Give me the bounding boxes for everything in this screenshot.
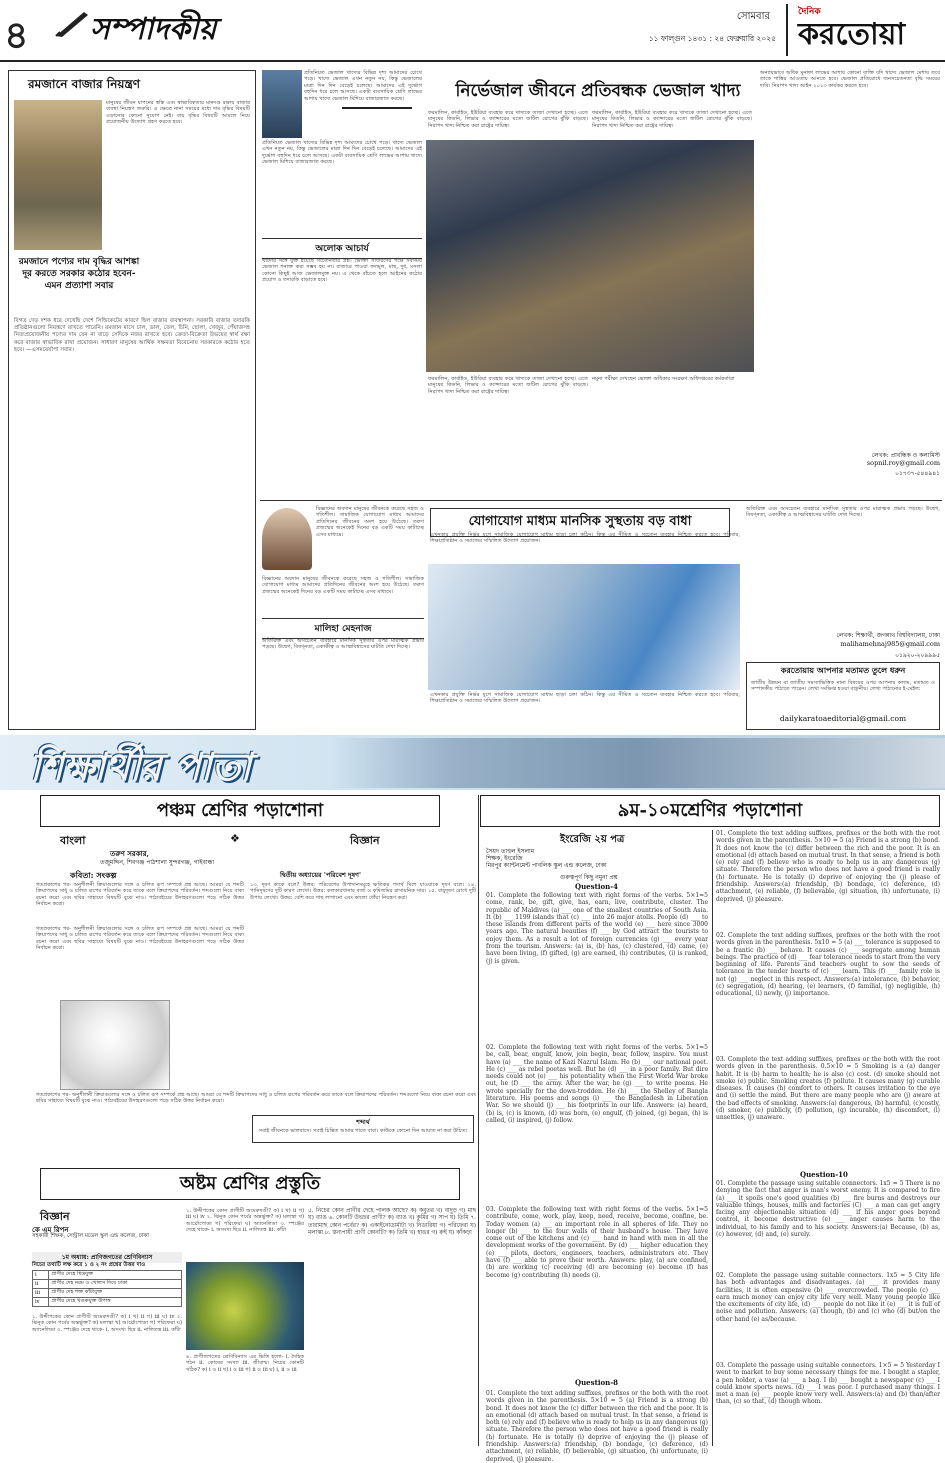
feature1-author: অলোক আচার্য [262,238,422,259]
class5-chapter: দ্বিতীয় অধ্যায়ের 'পরিবেশ দূষণ' [280,871,361,879]
invite-title: করতোয়ায় আপনার মতামত তুলে ধরুন [780,665,906,675]
brand-small: দৈনিক [798,7,821,17]
q8-title: Question-8 [575,1378,619,1387]
invite-box [746,662,940,730]
class5-subject-right: বিজ্ঞান [350,834,380,847]
feature2-author-role: লেখক: শিক্ষার্থী, জগন্নাথ বিশ্ববিদ্যালয়, ঢাকা [836,632,940,639]
feature1-caption: নমুনা পরীক্ষা দেখছেন ভোক্তা অধিকার সংরক্ষণ অধিদপ্তরের কর্মকর্তারা [592,376,735,382]
table-cell: প্রাণীর দেহ নরম ও খোলস দিয়ে ঢাকা [49,1280,182,1289]
class8-table [32,1270,182,1307]
table-cell: ii [33,1280,49,1289]
class5-body-left-2: গতপ্রকাশের পর- অনুশীলনী ক্রিয়াগুলোর সঙ্গে ও চলিত রূপ সম্পর্কে প্রশ্ন আছে। আমরা যে শব্দটি ক্রিয়াপদের সাধু ও চলিত রূপের পরিবর্তন করে তাকে বলে ক্রিয়াপদের পরিবর্তন। শব্দগুলো নিয়ে বাক্য রচনা করো এবং ছবির সাহায্যে বিষয়টি বুঝে নাও। পাঠ্যবইয়ের উদাহরণগুলো পড়ে সঠিক উত্তর নির্বাচন করো। [36,926,244,952]
feature1-col1: প্রতিনিয়ত ভেজাল খাদ্যের বিভিন্ন দৃশ্য আমাদের চোখে পড়ে। খাদ্যে ভেজাল এখন নতুন নয়, কিন্তু ভেজালের মাত্রা দিন দিন বেড়েই চলেছে। আমাদের এই দুর্ভোগ বহুদিন ধরে চলে আসছে। একটা ব্যবসায়িক শ্রেণি লাভের আশায় খাদ্যে ভেজাল মিশিয়ে বাজারজাত করছে। [304,70,422,102]
class5-poem-title: কবিতা: সংকল্প [70,870,117,880]
class8-mcq-right: ৫. নিচের কোন প্রাণীর দেহে পালক আছে? ক) কবুতর খ) বাদুড় গ) মাছ ঘ) ব্যাঙ ৬. কোনটি উভচর প্রাণী? ক) ব্যাঙ খ) কুমির গ) সাপ ঘ) তিমি ৭. তারামাছ কোন পর্বের? ক) একাইনোডার্মাটা খ) নিডারিয়া গ) পরিফেরা ঘ) মলাস্কা ৮. স্তন্যপায়ী প্রাণী কোনটি? ক) তিমি খ) হাঙর গ) রুই ঘ) কাঁকড়া [308,1208,476,1237]
page-number: ৪ [4,13,29,57]
divider [260,500,942,501]
class9-school: মিরপুর ক্যান্টনমেন্ট পাবলিক স্কুল এন্ড কলেজ, ঢাকা [486,862,607,869]
table-row [33,1289,182,1298]
divider [342,107,412,109]
table-cell: i [33,1271,49,1280]
class8-school: সহকারী শিক্ষক, সেন্ট্রাল মডেল স্কুল এন্ড কলেজ, ঢাকা [32,1233,149,1239]
feature2-col3b: এখনকার প্রযুক্তি নির্ভর যুগে সামাজিক যোগাযোগ মাধ্যম ছাড়া চলা কঠিন। কিন্তু এর সীমিত ও সচেতন ব্যবহার নিশ্চিত করতে হবে। পরিবার, শিক্ষাপ্রতিষ্ঠান ও সমাজের সম্মিলিত উদ্যোগ প্রয়োজন। [430,692,740,705]
day-name: সোমবার [736,11,770,22]
feature2-email: malihamehnaj985@gmail.com [840,640,940,648]
table-cell: প্রাণীর দেহে খণ্ডকযুক্ত উপাঙ্গ [49,1298,182,1307]
table-cell: iv [33,1298,49,1307]
table-cell: প্রাণীর দেহে ছিদ্রযুক্ত [49,1271,182,1280]
q8-text: 01. Complete the text adding suffixes, prefixes or the both with the root words given in the parenthesis. 5×10 = 5 (a) Friend is a strong (b) bond. It does not know the (c) differ between the rich and the poor. It is an emotional (d) attach based on mutual trust. In that sense, a friend is both (e) rely and (f) believe who is ready to help us in any dangerous (g) situate. Therefore the person who does not have a good friend is really (h) fortunate. He is totally (i) deprive of enjoying the (j) please of friendship. Answers:(a) friendship, (b) bondage, (c) deference, (d) attachment, (e) reliable, (f) believable, (g) situation, (h) unfortunate, (i) deprived, (j) pleasure. [486,1390,708,1463]
sponge-photo [186,1262,304,1350]
class5-school: তজুমদ্দিন, শিবগঞ্জ পাঠশালা সুন্দরগঞ্জ, গাইবান্ধা [100,859,215,866]
feature1-email: sopnil.roy@gmail.com [866,459,940,467]
pen-icon [54,10,90,38]
invite-email: dailykaratoaeditorial@gmail.com [779,714,907,723]
q4-text: 01. Complete the following text with right forms of the verbs. 5×1=5 come, rank, be, gift, give, has, earn, live, contribute, cluster. The republic of Maldives (a) ___ one of the smallest countries of South Asia. It (b) ___ 1199 islands that (c) ___ into 26 major atolls. People (d) ___ to these islands from different parts of the world (e) ___ here since 3000 years ago. The natural beauties (f) ___ by God attract the tourists to enjoy them. As a result a lot of foreign currencies (g) ___ every year from the tourism. Answers: (a) is, (b) has, (c) clustered, (d) came, (e) have been living, (f) gifted, (g) are earned, (h) contributes, (i) is ranked, (j) is given. [486,892,708,965]
editorial-pull-quote: রমজানে পণ্যের দাম বৃদ্ধির আশঙ্কা দূর করতে সরকার কঠোর হবেন-এমন প্রত্যাশা সবার [18,257,140,291]
feature1-col3b: ফরমালিন, কার্বাইড, ইউরিয়া ব্যবহার করে খাদ্যকে তাজা দেখানো হচ্ছে। এতে মানুষের কিডনি, লিভার ও ক্যান্সারের মতো জটিল রোগের ঝুঁকি বাড়ছে। নিরাপদ খাদ্য নিশ্চিত করা রাষ্ট্রের দায়িত্ব। [592,110,752,129]
class9-title: ৯ম-১০মশ্রেণির পড়াশোনা [480,795,940,827]
class9-note: গুরুত্বপূর্ণ কিছু নমুনা প্রশ্ন [560,874,618,881]
class5-title: পঞ্চম শ্রেণির পড়াশোনা [40,795,440,827]
class8-mcq-left: ১. উদ্দীপকের কোন প্রাণীটি অমেরুদণ্ডী? ক) i খ) ii গ) iii ঘ) iv ২. ঝিনুক কোন পর্বের অন্তর্ভুক্ত? ক) মলাস্কা খ) আর্থ্রোপোডা গ) পরিফেরা ঘ) অ্যানেলিডা ৩. স্পঞ্জের দেহে থাকে- i. অসংখ্য ছিদ্র ii. নালিতন্ত্র iii. কাঁটা [32,1314,182,1333]
student-cartoon [60,1000,170,1090]
issue-date: ১১ ফাল্গুন ১৪৩১ : ২৪ ফেব্রুয়ারি ২০২৫ [648,34,776,43]
class8-mcq-mid-top: ১. উদ্দীপকের কোন প্রাণীটি অমেরুদণ্ডী? ক) i খ) ii গ) iii ঘ) iv ২. ঝিনুক কোন পর্বের অন্তর্ভুক্ত? ক) মলাস্কা খ) আর্থ্রোপোডা গ) পরিফেরা ঘ) অ্যানেলিডা ৩. স্পঞ্জের দেহে থাকে- i. অসংখ্য ছিদ্র ii. নালিতন্ত্র iii. কাঁটা [186,1208,304,1234]
section-title: সম্পাদকীয় [90,12,217,47]
feature1-author-role: লেখক: প্রাবন্ধিক ও কলামিস্ট [871,452,940,459]
feature2-col1: বিজ্ঞানের অবদান মানুষের জীবনকে করেছে সহজ ও গতিশীল। সামাজিক যোগাযোগ মাধ্যম আমাদের প্রতিদিনের জীবনের অংশ হয়ে উঠেছে। তরুণ প্রজন্মের অনেকেই দিনের বড় একটি সময় কাটাচ্ছে এসব মাধ্যমে। [316,506,424,538]
class8-chapter: ১ম অধ্যায়: প্রাণিজগতের শ্রেণিবিন্যাস [32,1252,182,1263]
class5-body-left: গতপ্রকাশের পর- অনুশীলনী ক্রিয়াগুলোর সঙ্গে ও চলিত রূপ সম্পর্কে প্রশ্ন আছে। আমরা যে শব্দটি ক্রিয়াপদের সাধু ও চলিত রূপের পরিবর্তন করে তাকে বলে ক্রিয়াপদের পরিবর্তন। শব্দগুলো নিয়ে বাক্য রচনা করো এবং ছবির সাহায্যে বিষয়টি বুঝে নাও। পাঠ্যবইয়ের উদাহরণগুলো পড়ে সঠিক উত্তর নির্বাচন করো। [36,882,244,908]
market-photo [14,100,102,250]
note-box [252,1115,474,1143]
class8-table-head: নিচের তথ্যটি লক্ষ করে ১ ও ২ নং প্রশ্নের উত্তর দাও [32,1262,146,1268]
q10-text: 01. Complete the passage using suitable connectors. 1x5 = 5 There is no denying the fact that anger is man's worst enemy. It is compared to fire (a) ___ it spoils one's good qualities (b) ___ fire burns and destroys our valuable things, houses, mills and factories (C) ___ a man can get angry facing any objectionable situation (d) ___ if his anger goes beyond control, it become destructive (e) ___ anger causes harm to the individual, to his family and to his society. Answers:(a) Because, (b) as, (c) however, (d) and, (e) surely. [716,1180,940,1239]
students-photo [330,738,945,788]
brand-name: করতোয়া [798,17,906,52]
class5-teacher: তরুণ সরকার, [110,849,149,858]
feature1-col3: ফরমালিন, কার্বাইড, ইউরিয়া ব্যবহার করে খাদ্যকে তাজা দেখানো হচ্ছে। এতে মানুষের কিডনি, লিভার ও ক্যান্সারের মতো জটিল রোগের ঝুঁকি বাড়ছে। নিরাপদ খাদ্য নিশ্চিত করা রাষ্ট্রের দায়িত্ব। [428,110,588,129]
feature2-title: যোগাযোগ মাধ্যম মানসিক সুস্থতায় বড় বাধা [430,508,730,537]
feature1-col3c: ফরমালিন, কার্বাইড, ইউরিয়া ব্যবহার করে খাদ্যকে তাজা দেখানো হচ্ছে। এতে মানুষের কিডনি, লিভার ও ক্যান্সারের মতো জটিল রোগের ঝুঁকি বাড়ছে। নিরাপদ খাদ্য নিশ্চিত করা রাষ্ট্রের দায়িত্ব। [428,376,588,395]
feature2-col4: অতিরিক্ত এবং অসচেতন ব্যবহারে মানসিক সুস্থতার ওপর মারাত্মক প্রভাব পড়ছে। উদ্বেগ, বিষণ্নতা, একাকীত্ব ও আত্মবিশ্বাসের ঘাটতি দেখা দিচ্ছে। [746,506,940,519]
feature2-phone: ০১৯২০-২০৯৯৯৫ [895,652,940,659]
feature1-col1b: প্রতিনিয়ত ভেজাল খাদ্যের বিভিন্ন দৃশ্য আমাদের চোখে পড়ে। খাদ্যে ভেজাল এখন নতুন নয়, কিন্তু ভেজালের মাত্রা দিন দিন বেড়েই চলেছে। আমাদের এই দুর্ভোগ বহুদিন ধরে চলে আসছে। একটা ব্যবসায়িক শ্রেণি লাভের আশায় খাদ্যে ভেজাল মিশিয়ে বাজারজাত করছে। [262,140,422,166]
feature2-col1b: বিজ্ঞানের অবদান মানুষের জীবনকে করেছে সহজ ও গতিশীল। সামাজিক যোগাযোগ মাধ্যম আমাদের প্রতিদিনের জীবনের অংশ হয়ে উঠেছে। তরুণ প্রজন্মের অনেকেই দিনের বড় একটি সময় কাটাচ্ছে এসব মাধ্যমে। [262,576,424,595]
divider [478,795,479,1446]
q10-title: Question-10 [800,1170,848,1179]
editorial-title: রমজানে বাজার নিয়ন্ত্রণ [28,77,141,91]
q4-title: Question-4 [575,882,619,891]
class5-body-left-3: গতপ্রকাশের পর- অনুশীলনী ক্রিয়াগুলোর সঙ্গে ও চলিত রূপ সম্পর্কে প্রশ্ন আছে। আমরা যে শব্দটি ক্রিয়াপদের সাধু ও চলিত রূপের পরিবর্তন করে তাকে বলে ক্রিয়াপদের পরিবর্তন। শব্দগুলো নিয়ে বাক্য রচনা করো এবং ছবির সাহায্যে বিষয়টি বুঝে নাও। পাঠ্যবইয়ের উদাহরণগুলো পড়ে সঠিক উত্তর নির্বাচন করো। [36,1092,476,1105]
editorial-body-1: মানুষের জীবন যাপনের স্বস্তি এবং স্বাভাবিকতার মানদণ্ড রক্ষায় বাজার ব্যবস্থা নিয়ন্ত্রণ জরুরি। এ ক্ষেত্রে নানা সময়ের মধ্যে দাম বৃদ্ধির বিষয়টি এড়ানোর কোনো সুযোগ নেই। ব্যয় বৃদ্ধির বিষয়টি আমলে নিয়ে প্রয়োজনীয় উদ্যোগ গ্রহণ করতে হবে। [106,100,250,126]
q10b-text: 02. Complete the passage using suitable connectors. 1x5 = 5 City life has both advantages and disadvantages. (a) ___ it provides many facilities, it is often expensive (b) ___ overcrowded. The people (c) ___ earn much money can enjoy city life very well. Many young people like the excitements of city life, (d) ___ people do not like it (e) ___ it is full of noise and pollution. Answers: (a) though, (b) and (c) who (d) but/on the other hand (e) as/because. [716,1272,940,1323]
feature1-phone: ০১৭৩৭-৫৪৪৯৪১ [895,470,940,477]
masthead-brand [786,4,941,56]
feature1-col4: অন্যায়ভাবে অধিক মুনাফা লাভের আশায় কোনো ব্যক্তি যদি খাদ্যে ভেজাল মেশায় তবে তাকে শাস্তির আওতায় আনতে হবে। ভেজাল প্রতিরোধে জনসচেতনতা বৃদ্ধি সময়ের দাবি। নিরাপদ খাদ্য আইন ২০১৩ কার্যকর করতে হবে। [760,70,940,89]
feature2-col3: এখনকার প্রযুক্তি নির্ভর যুগে সামাজিক যোগাযোগ মাধ্যম ছাড়া চলা কঠিন। কিন্তু এর সীমিত ও সচেতন ব্যবহার নিশ্চিত করতে হবে। পরিবার, শিক্ষাপ্রতিষ্ঠান ও সমাজের সম্মিলিত উদ্যোগ প্রয়োজন। [430,532,740,545]
class9-teacher-role: শিক্ষক, ইংরেজি [486,855,523,862]
feature1-title: নির্ভেজাল জীবনে প্রতিবন্ধক ভেজাল খাদ্য [455,81,741,101]
table-cell: প্রাণীর দেহ শক্ত কাঁটাযুক্ত [49,1289,182,1298]
class9-teacher: সৈয়দ তাহুল ইসলাম [486,848,535,855]
class8-title: অষ্টম শ্রেণির প্রস্তুতি [40,1168,460,1200]
q10c-text: 03. Complete the passage using suitable connectors. 1×5 = 5 Yesterday I went to market to buy some necessary things for me. I bought a stapler, a pen holder, a vase (a) ___ a bag. I (b) ___ bought a newspaper (c) ___ I could know sports news. (d) ___ I was poor. I purchased many things. I met a man (e) ___ people know very well. Answers:(a) and (b) than/after than, (c) so that, (d) though whom. [716,1362,940,1406]
invite-body: জাতীয় উন্নয়ন বা জাতীয় সমস্যাভিত্তিক নানা বিষয়ের ওপর আপনার কলাম, মতামত ও সম্পাদকীয় পাঠাতে পারেন। লেখা সংক্ষিপ্ত হওয়া বাঞ্ছনীয়। লেখা পাঠানোর ই-মেইল: [751,680,935,693]
q8b-text: 02. Complete the text adding suffixes, prefixes or the both with the root words given in the parenthesis. 5x10 = 5 (a) ___ tolerance is supposed to be a frantic (b) ___ behave. It causes (c) ___ segregate among human beings. The practice of (d) ___ fear tolerance needs to start from the very beginning of life. Parents and teachers ought to sow the seeds of tolerance in the tender hearts of (c) ___ learn. This (f) ___ family role is not (g) ___ neglect in this respect. Answers:(a) intolerance, (b) behavior, (c) segregation, (d) hearing, (e) learners, (f) familial, (g) negligible, (h) educational, (i) newly, (j) importance. [716,932,940,998]
q4b-text: 02. Complete the following text with right forms of the verbs. 5×1=5 be, call, bear, engulf, know, join begin, bear, follow, inspire. You must have (a) ___ the name of Kazi Nazrul Islam. He (b) ___ our national poet. He (c) ___ as rebel poetas well. But he (d) ___ in a poor family. But dire needs could not (e) ___ his potentiality when the First World War broke out, he (f) ___ the army. After the war, he (g) ___ to write poems. He wrote specially for the down-trodden. He (h) ___ the Shelley of Bangla literature. His poems and songs (i) ___ the Bangladesh in Liberation War. So we should (j) ___ his footprints in our life. Answers: (a) heard, (b) is, (c) is known, (d) was born, (e) engulf, (f) joined, (g) began, (h) is called, (i) inspired, (j) follow. [486,1044,708,1124]
class5-body-right: ১৩. দূষণ কাকে বলে? উত্তর: পরিবেশের উপাদানসমূহে ক্ষতিকর পদার্থ মিশে যাওয়াকে দূষণ বলে। ১৪. পানিদূষণের দুটি কারণ লেখো। উত্তর: কলকারখানার বর্জ্য ও কৃষিজমির রাসায়নিক সার। ১৫. বায়ুদূষণ রোধে দুটি উপায় লেখো। উত্তর: বেশি করে গাছ লাগানো এবং কালো ধোঁয়া নিয়ন্ত্রণ করা। [250,882,476,901]
feature1-photo [426,140,754,372]
diamond-icon: ❖ [230,832,240,845]
q8-text-cont: 01. Complete the text adding suffixes, prefixes or the both with the root words given in the parenthesis. 5×10 = 5 (a) Friend is a strong (b) bond. It does not know the (c) differ between the rich and the poor. It is an emotional (d) attach based on mutual trust. In that sense, a friend is both (e) rely and (f) believe who is ready to help us in any dangerous (g) situate. Therefore the person who does not have a good friend is really (h) fortunate. He is totally (i) deprive of enjoying the (j) please of friendship. Answers:(a) friendship, (b) bondage, (c) deference, (d) attachment, (e) reliable, (f) believable, (g) situation, (h) unfortunate, (i) deprived, (j) pleasure. [716,830,941,903]
author-photo-alok [262,70,302,138]
feature2-col2: অতিরিক্ত এবং অসচেতন ব্যবহারে মানসিক সুস্থতার ওপর মারাত্মক প্রভাব পড়ছে। উদ্বেগ, বিষণ্নতা, একাকীত্ব ও আত্মবিশ্বাসের ঘাটতি দেখা দিচ্ছে। [262,638,424,651]
feature2-author: মালিহা মেহনাজ [262,618,424,639]
class8-teacher: কে এম রিপন [32,1225,69,1234]
class5-subject-left: বাংলা [60,834,86,847]
author-photo-maliha [262,508,312,570]
table-row [33,1298,182,1307]
editorial-body-2: বিগত দেড় দশক ধরে দেখেছি দেশে সিন্ডিকেটের কারণে ছিল বাজার ব্যবস্থাপনা। সরকারি বাজার তদারকি প্রতিষ্ঠানগুলো নিয়ন্ত্রণে রাখতে পারেনি। রমজান মাসে চাল, ডাল, তেল, চিনি, ছোলা, খেজুর, পেঁয়াজসহ নিত্যপ্রয়োজনীয় পণ্যের দাম যেন না বাড়ে সেদিকে নজর রাখতে হবে। ক্রেতা-বিক্রেতা উভয়ের স্বার্থ রক্ষা করে বাজার স্বাভাবিক রাখা প্রয়োজন। সাধারণ মানুষের আর্থিক সক্ষমতা বিবেচনায় সরকারকে কঠোর হতে হবে। —এসময়ের্যাপা সবার। [14,318,250,353]
table-cell: iii [33,1289,49,1298]
note-title: শব্দার্থ [356,1119,370,1126]
table-row [33,1271,182,1280]
q8c-text: 03. Complete the text adding suffixes, prefixes or the both with the root words given in the parenthesis. 0.5×10 = 5 Smoking is a (a) danger habit. It is (b) harm to health; he is also (c) cost. (d) smoke should not smoke (e) public. Smoking creates (f) pollute. It causes many (g) curable diseases. It causes (h) comfort to others. It causes irritation to the eye and (i) settle the mind. But there are many people who are (j) aware at the bad effects of smoking. Answers:(a) dangerous, (b) harmful, (c)costly, (d) smoker, (e) publicly, (f) pollution, (g) incurable, (h) discomfort, (i) unsettles, (j) unaware. [716,1056,940,1122]
class8-mcq-mid: ৪. প্রাণীজগতের শ্রেণিবিন্যাস এর ভিত্তি হলো- i. দৈহিক গঠন ii. কোষের সংখ্যা iii. জীবাশ্ম। নিচের কোনটি সঠিক? ক) i ও ii খ) i ও iii গ) ii ও iii ঘ) i, ii ও iii [186,1354,304,1373]
feature2-photo [428,564,740,690]
table-row [33,1280,182,1289]
student-banner-title: শিক্ষার্থীর পাতা [30,744,252,789]
class8-subject: বিজ্ঞান [40,1210,70,1223]
q4c-text: 03. Complete the following text with right forms of the verbs. 5×1=5 contribute, come, work, play, keep, need, receive, become, confine, be. Today women (a) ___ an important role in all spheres of life. They no longer (b) ___ to the four walls of their husband's house. They have come out of the kitchens and (c) ___ hand in hand with men in all the development works of the government. By (d) ___ higher education they (e) ___ pilots, doctors, engineers, teachers, administrators etc. They have (f) ___ able to prove their worth. Answers: play, (a) are confined, (b) are working (c) receiving (d) are becoming (e) become (f) has become (g) contributing (h) needs (i). [486,1206,708,1279]
divider [712,830,713,1446]
note-body: সবাই জীবনকে ভালবাসে। সবাই চিন্তিত আমার পাতে বাবা। কাউকে কোনো দিন আঘাত না করা উচিত। [258,1128,468,1134]
feature1-col2: খাদ্যের সঙ্গে যুক্ত হয়েছে সচেতনতার প্রশ্ন। ভোক্তা সাধারণের পক্ষে সবসময় ভেজাল শনাক্ত করা সম্ভব হয় না। বাজারে পাওয়া ফলমূল, মাছ, দুধ, মসলা কোনো কিছুই আজ ভেজালমুক্ত নয়। এ থেকে বাঁচতে হলে আইনের কঠোর প্রয়োগ ও তদারকি বাড়াতে হবে। [262,258,422,284]
class9-subject: ইংরেজি ২য় পত্র [560,834,625,845]
